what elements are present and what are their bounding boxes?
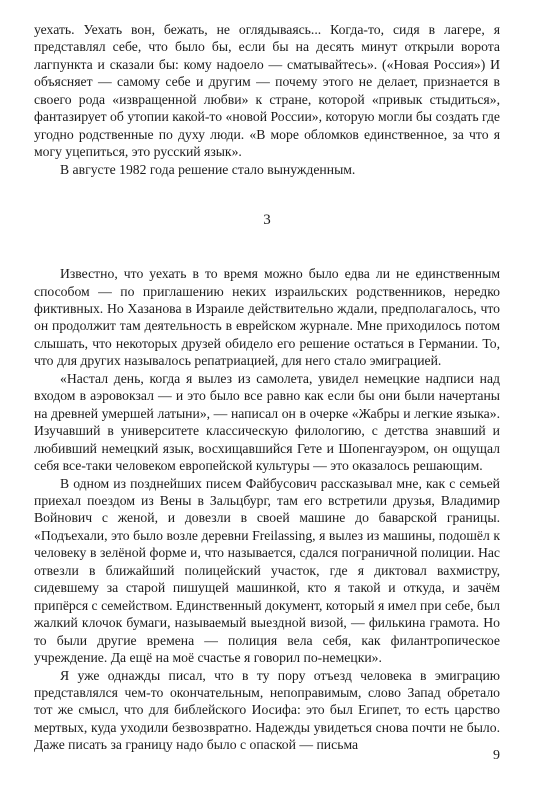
paragraph: В одном из позднейших писем Файбусович рассказывал мне, как с семьей приехал поездом из Вены в Зальцбург, там его встретили друзья, Владимир Войнович с женой, и довезли в своей машине до баварской границы. «Подъехали, это было возле деревни Freilassing, я вылез из машины, подошёл к человеку в зелёной форме и, что называется, сдался пограничной полиции. Нас отвезли в ближайший полицейский участок, где я диктовал вахмистру, сидевшему за старой пишущей машинкой, кто я такой и откуда, и зачём припёрся с семейством. Единственный документ, который я имел при себе, был жалкий клочок бумаги, называемый выездной визой, — филькина грамота. Но то были другие времена — полиция вела себя, как филантропическое учреждение. Да ещё на моё счастье я говорил по-немецки». [34, 475, 500, 666]
page-number: 9 [493, 748, 500, 763]
paragraph: Известно, что уехать в то время можно было едва ли не единственным способом — по приглашению неких израильских родственников, нередко фиктивных. Но Хазанова в Израиле действительно ждали, предполагалось, что он продолжит там деятельность в еврейском журнале. Мне приходилось потом слышать, что некоторых друзей обидело его решение остаться в Германии. То, что для других называлось репатриацией, для него стало эмиграцией. [34, 266, 500, 369]
chapter-number: 3 [263, 212, 271, 229]
paragraph: Я уже однажды писал, что в ту пору отъезд человека в эмиграцию представлялся чем-то окончательным, непоправимым, слово Запад обретало тот же смысл, что для библейского Иосифа: это был Египет, то есть царство мертвых, куда уходили безвозвратно. Надежды увидеться снова почти не было. Даже писать за границу надо было с опаской — письма [34, 667, 500, 753]
body-text [34, 21, 500, 754]
paragraph: В августе 1982 года решение стало вынужденным. [60, 161, 356, 177]
paragraph: «Настал день, когда я вылез из самолета, увидел немецкие надписи над входом в аэровокзал — и это было все равно как если бы они были начертаны на древней умершей латыни», — написал он в очерке «Жабры и легкие языка». Изучавший в университете классическую филологию, с детства знавший и любивший немецкий язык, восхищавшийся Гете и Шопенгауэром, он ощущал себя все-таки человеком европейской культуры — это оказалось решающим. [34, 370, 500, 474]
paragraph: уехать. Уехать вон, бежать, не оглядываясь... Когда-то, сидя в лагере, я представлял себе, что было бы, если бы на десять минут открыли ворота лагпункта и сказали бы: кому надоело — сматывайтесь». («Новая Россия») И объясняет — самому себе и другим — почему этого не делает, признается в своего рода «извращенной любви» к стране, которой «привык стыдиться», фантазирует об утопии какой-то «новой России», которую могли бы создать где угодно родственные по духу люди. «В море обломков единственное, за что я могу уцепиться, это русский язык». [34, 22, 500, 160]
